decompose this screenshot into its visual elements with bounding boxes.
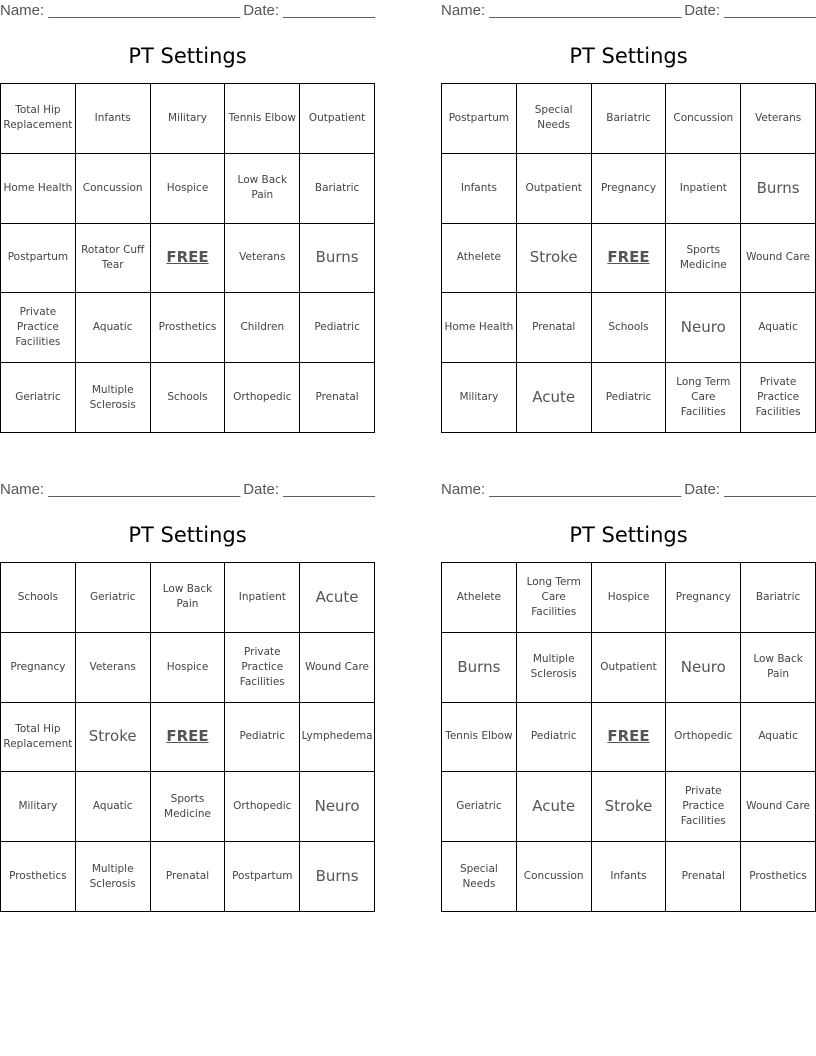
card-title: PT Settings <box>128 44 247 68</box>
date-field-label: Date: ___________ <box>684 481 816 498</box>
bingo-cell: Tennis Elbow <box>442 703 517 773</box>
bingo-cell: Orthopedic <box>666 703 741 773</box>
date-field-label: Date: ___________ <box>243 481 375 498</box>
bingo-cell: Pregnancy <box>592 154 667 224</box>
free-space-cell: FREE <box>592 703 667 773</box>
bingo-cell: Stroke <box>517 224 592 294</box>
bingo-cell: Neuro <box>300 772 375 842</box>
bingo-cell: Pregnancy <box>666 563 741 633</box>
bingo-cell: Military <box>151 84 226 154</box>
bingo-cell: Home Health <box>1 154 76 224</box>
bingo-cell: Bariatric <box>300 154 375 224</box>
bingo-cell: Aquatic <box>741 703 816 773</box>
date-field-label: Date: ___________ <box>243 2 375 19</box>
bingo-cell: Private Practice Facilities <box>666 772 741 842</box>
name-date-row <box>0 479 375 501</box>
bingo-cell: Children <box>225 293 300 363</box>
bingo-cell: Hospice <box>151 633 226 703</box>
name-date-row <box>0 0 375 22</box>
bingo-cell: Home Health <box>442 293 517 363</box>
free-space-cell: FREE <box>592 224 667 294</box>
bingo-cell: Military <box>1 772 76 842</box>
bingo-cell: Private Practice Facilities <box>1 293 76 363</box>
bingo-cell: Wound Care <box>300 633 375 703</box>
bingo-cell: Pediatric <box>225 703 300 773</box>
free-space-cell: FREE <box>151 224 226 294</box>
bingo-cell: Prenatal <box>666 842 741 912</box>
bingo-cell: Outpatient <box>592 633 667 703</box>
bingo-cell: Acute <box>517 363 592 433</box>
bingo-cell: Burns <box>741 154 816 224</box>
name-field-label: Name: _______________________ <box>0 2 241 19</box>
bingo-cell: Prosthetics <box>1 842 76 912</box>
bingo-card <box>441 479 816 890</box>
bingo-cell: Postpartum <box>1 224 76 294</box>
bingo-cell: Neuro <box>666 633 741 703</box>
bingo-cell: Wound Care <box>741 772 816 842</box>
bingo-cell: Wound Care <box>741 224 816 294</box>
bingo-cell: Schools <box>592 293 667 363</box>
bingo-cell: Acute <box>300 563 375 633</box>
bingo-cell: Prenatal <box>517 293 592 363</box>
bingo-cell: Geriatric <box>76 563 151 633</box>
bingo-card <box>441 0 816 419</box>
bingo-cell: Prenatal <box>300 363 375 433</box>
bingo-cell: Athelete <box>442 563 517 633</box>
bingo-cell: Low Back Pain <box>741 633 816 703</box>
bingo-grid <box>441 83 816 433</box>
bingo-cell: Pediatric <box>517 703 592 773</box>
date-field-label: Date: ___________ <box>684 2 816 19</box>
bingo-cell: Concussion <box>76 154 151 224</box>
bingo-grid <box>0 562 375 912</box>
bingo-cell: Private Practice Facilities <box>225 633 300 703</box>
bingo-cell: Stroke <box>76 703 151 773</box>
bingo-cell: Acute <box>517 772 592 842</box>
bingo-cell: Orthopedic <box>225 363 300 433</box>
bingo-cell: Hospice <box>592 563 667 633</box>
bingo-cell: Concussion <box>666 84 741 154</box>
name-field-label: Name: _______________________ <box>0 481 241 498</box>
bingo-card <box>0 0 375 411</box>
bingo-cell: Burns <box>442 633 517 703</box>
bingo-cell: Bariatric <box>592 84 667 154</box>
name-field-label: Name: _______________________ <box>441 2 682 19</box>
bingo-cell: Stroke <box>592 772 667 842</box>
bingo-cell: Prosthetics <box>151 293 226 363</box>
bingo-card <box>0 479 375 890</box>
bingo-cell: Athelete <box>442 224 517 294</box>
name-field-label: Name: _______________________ <box>441 481 682 498</box>
card-title: PT Settings <box>569 523 688 547</box>
bingo-cell: Aquatic <box>76 293 151 363</box>
bingo-grid <box>441 562 816 912</box>
bingo-cell: Outpatient <box>300 84 375 154</box>
bingo-cell: Burns <box>300 842 375 912</box>
bingo-cell: Special Needs <box>442 842 517 912</box>
bingo-cell: Infants <box>592 842 667 912</box>
free-space-cell: FREE <box>151 703 226 773</box>
bingo-cell: Concussion <box>517 842 592 912</box>
bingo-cell: Postpartum <box>442 84 517 154</box>
bingo-cell: Tennis Elbow <box>225 84 300 154</box>
bingo-cell: Infants <box>442 154 517 224</box>
bingo-cell: Geriatric <box>1 363 76 433</box>
bingo-cell: Orthopedic <box>225 772 300 842</box>
bingo-cell: Pediatric <box>300 293 375 363</box>
bingo-cell: Schools <box>1 563 76 633</box>
bingo-cell: Veterans <box>741 84 816 154</box>
bingo-cell: Total Hip Replacement <box>1 84 76 154</box>
bingo-cell: Veterans <box>225 224 300 294</box>
bingo-cell: Private Practice Facilities <box>741 363 816 433</box>
bingo-cell: Inpatient <box>666 154 741 224</box>
name-date-row <box>441 479 816 501</box>
bingo-cell: Sports Medicine <box>151 772 226 842</box>
bingo-cell: Low Back Pain <box>225 154 300 224</box>
bingo-cell: Bariatric <box>741 563 816 633</box>
bingo-cell: Aquatic <box>76 772 151 842</box>
bingo-cell: Lymphedema <box>300 703 375 773</box>
bingo-cell: Aquatic <box>741 293 816 363</box>
bingo-cell: Infants <box>76 84 151 154</box>
bingo-cell: Military <box>442 363 517 433</box>
name-date-row <box>441 0 816 22</box>
bingo-cell: Veterans <box>76 633 151 703</box>
card-title: PT Settings <box>569 44 688 68</box>
bingo-cell: Outpatient <box>517 154 592 224</box>
bingo-cell: Multiple Sclerosis <box>517 633 592 703</box>
bingo-cell: Sports Medicine <box>666 224 741 294</box>
bingo-cell: Prenatal <box>151 842 226 912</box>
card-title: PT Settings <box>128 523 247 547</box>
bingo-cell: Inpatient <box>225 563 300 633</box>
bingo-cell: Rotator Cuff Tear <box>76 224 151 294</box>
bingo-cell: Special Needs <box>517 84 592 154</box>
bingo-cell: Geriatric <box>442 772 517 842</box>
bingo-cell: Multiple Sclerosis <box>76 363 151 433</box>
bingo-cell: Hospice <box>151 154 226 224</box>
bingo-cell: Schools <box>151 363 226 433</box>
bingo-cell: Multiple Sclerosis <box>76 842 151 912</box>
bingo-cell: Long Term Care Facilities <box>666 363 741 433</box>
bingo-cell: Burns <box>300 224 375 294</box>
bingo-cell: Pregnancy <box>1 633 76 703</box>
bingo-cell: Low Back Pain <box>151 563 226 633</box>
bingo-cell: Long Term Care Facilities <box>517 563 592 633</box>
bingo-cell: Total Hip Replacement <box>1 703 76 773</box>
bingo-cell: Postpartum <box>225 842 300 912</box>
bingo-cell: Neuro <box>666 293 741 363</box>
bingo-cell: Prosthetics <box>741 842 816 912</box>
bingo-grid <box>0 83 375 433</box>
bingo-cell: Pediatric <box>592 363 667 433</box>
